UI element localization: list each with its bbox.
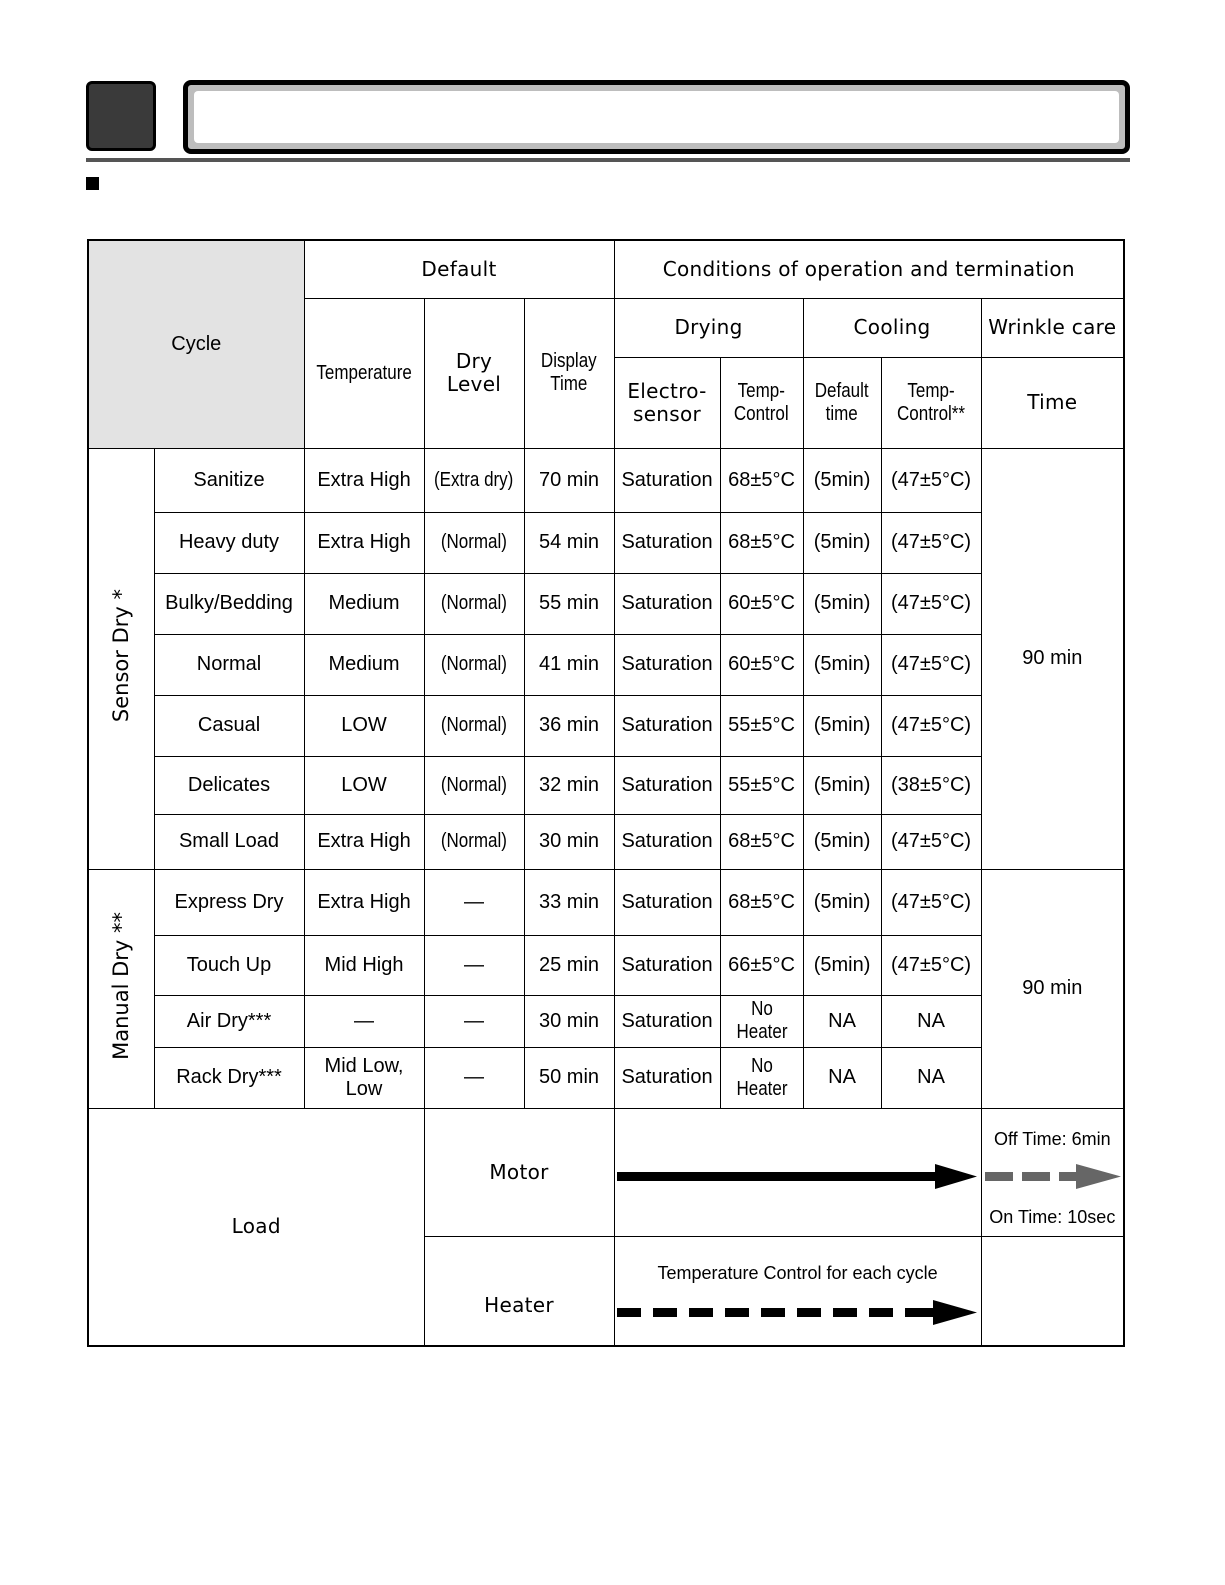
sensor-dry-group: Sensor Dry * — [88, 448, 154, 869]
temp-control-value: 66±5°C — [720, 935, 803, 995]
table-row — [88, 869, 1124, 935]
table-row — [88, 814, 1124, 869]
dry-level-value: (Extra dry) — [424, 448, 524, 512]
dry-level-header: Dry Level — [424, 298, 524, 448]
wrinkle-care-header: Wrinkle care — [981, 298, 1124, 357]
display-time-value: 41 min — [524, 634, 614, 695]
conditions-header: Conditions of operation and termination — [614, 240, 1124, 298]
heater-timeline — [614, 1236, 981, 1346]
wrinkle-time-manual: 90 min — [981, 869, 1124, 1108]
display-time-value: 50 min — [524, 1047, 614, 1108]
cooling-temp-value: (47±5°C) — [881, 869, 981, 935]
table-row — [88, 935, 1124, 995]
table-row — [88, 995, 1124, 1047]
display-time-value: 70 min — [524, 448, 614, 512]
temperature-value: Mid High — [304, 935, 424, 995]
electro-sensor-value: Saturation — [614, 448, 720, 512]
dry-level-value: — — [424, 1047, 524, 1108]
temperature-value: Extra High — [304, 869, 424, 935]
temp-control-value: 68±5°C — [720, 814, 803, 869]
display-time-value: 32 min — [524, 756, 614, 814]
table-row — [88, 512, 1124, 573]
temp-control-value: 68±5°C — [720, 869, 803, 935]
cooling-temp-value: NA — [881, 995, 981, 1047]
electro-sensor-value: Saturation — [614, 1047, 720, 1108]
temp-control-value: No Heater — [720, 1047, 803, 1108]
temperature-value: Extra High — [304, 512, 424, 573]
section-title-bar — [183, 80, 1130, 154]
temp-control-value: 68±5°C — [720, 512, 803, 573]
electro-sensor-value: Saturation — [614, 814, 720, 869]
display-time-value: 25 min — [524, 935, 614, 995]
default-time-header: Default time — [803, 357, 881, 448]
cycle-name: Bulky/Bedding — [154, 573, 304, 634]
wrinkle-time-sensor: 90 min — [981, 448, 1124, 869]
cooling-temp-value: (47±5°C) — [881, 814, 981, 869]
cooling-temp-value: (47±5°C) — [881, 512, 981, 573]
heater-empty-cell — [981, 1236, 1124, 1346]
heater-dashed-arrow-icon — [615, 1237, 981, 1347]
table-row — [88, 695, 1124, 756]
temp-control-header: Temp- Control — [720, 357, 803, 448]
default-time-value: (5min) — [803, 448, 881, 512]
default-time-value: (5min) — [803, 695, 881, 756]
cooling-temp-value: NA — [881, 1047, 981, 1108]
section-title — [194, 91, 1119, 143]
cycle-name: Casual — [154, 695, 304, 756]
heater-label: Heater — [424, 1236, 614, 1346]
dry-level-value: (Normal) — [424, 814, 524, 869]
cycle-name: Rack Dry*** — [154, 1047, 304, 1108]
cycle-name: Touch Up — [154, 935, 304, 995]
temperature-value: Mid Low, Low — [304, 1047, 424, 1108]
cycle-name: Sanitize — [154, 448, 304, 512]
dry-level-value: (Normal) — [424, 695, 524, 756]
off-time-label: Off Time: 6min — [993, 1128, 1111, 1149]
display-time-value: 30 min — [524, 995, 614, 1047]
display-time-value: 33 min — [524, 869, 614, 935]
temperature-control-label: Temperature Control for each cycle — [657, 1262, 938, 1283]
motor-solid-arrow-icon — [615, 1109, 981, 1237]
manual-dry-group: Manual Dry ** — [88, 869, 154, 1108]
cycle-name: Heavy duty — [154, 512, 304, 573]
cycle-name: Air Dry*** — [154, 995, 304, 1047]
temperature-value: Extra High — [304, 814, 424, 869]
cycle-table — [87, 239, 1125, 1347]
motor-off-on-cell — [981, 1108, 1124, 1236]
electro-sensor-value: Saturation — [614, 512, 720, 573]
on-time-label: On Time: 10sec — [989, 1206, 1116, 1227]
cooling-temp-value: (47±5°C) — [881, 935, 981, 995]
dry-level-value: — — [424, 869, 524, 935]
cycle-name: Express Dry — [154, 869, 304, 935]
cooling-temp-value: (47±5°C) — [881, 695, 981, 756]
display-time-value: 30 min — [524, 814, 614, 869]
table-row — [88, 573, 1124, 634]
dry-level-value: (Normal) — [424, 512, 524, 573]
section-number-box — [86, 81, 156, 151]
cooling-temp-value: (47±5°C) — [881, 634, 981, 695]
temperature-value: LOW — [304, 695, 424, 756]
default-time-value: (5min) — [803, 869, 881, 935]
motor-label: Motor — [424, 1108, 614, 1236]
temperature-value: Extra High — [304, 448, 424, 512]
cycle-name: Normal — [154, 634, 304, 695]
default-header: Default — [304, 240, 614, 298]
electro-sensor-value: Saturation — [614, 869, 720, 935]
default-time-value: (5min) — [803, 573, 881, 634]
time-header: Time — [981, 357, 1124, 448]
default-time-value: NA — [803, 1047, 881, 1108]
dry-level-value: — — [424, 995, 524, 1047]
temperature-header: Temperature — [304, 298, 424, 448]
electro-sensor-value: Saturation — [614, 995, 720, 1047]
electro-sensor-value: Saturation — [614, 756, 720, 814]
temp-control-value: 68±5°C — [720, 448, 803, 512]
cycle-name: Delicates — [154, 756, 304, 814]
dry-level-value: — — [424, 935, 524, 995]
temperature-value: LOW — [304, 756, 424, 814]
default-time-value: (5min) — [803, 512, 881, 573]
electro-sensor-value: Saturation — [614, 935, 720, 995]
cooling-header: Cooling — [803, 298, 981, 357]
table-row — [88, 448, 1124, 512]
dry-level-value: (Normal) — [424, 634, 524, 695]
bullet-square-icon — [86, 177, 99, 190]
temp-control-value: 55±5°C — [720, 756, 803, 814]
temp-control-value: No Heater — [720, 995, 803, 1047]
electro-sensor-value: Saturation — [614, 695, 720, 756]
display-time-value: 55 min — [524, 573, 614, 634]
default-time-value: (5min) — [803, 814, 881, 869]
dry-level-value: (Normal) — [424, 573, 524, 634]
temperature-value: Medium — [304, 634, 424, 695]
dry-level-value: (Normal) — [424, 756, 524, 814]
display-time-value: 54 min — [524, 512, 614, 573]
display-time-value: 36 min — [524, 695, 614, 756]
temperature-value: — — [304, 995, 424, 1047]
electro-sensor-header: Electro- sensor — [614, 357, 720, 448]
temp-control-value: 55±5°C — [720, 695, 803, 756]
electro-sensor-value: Saturation — [614, 634, 720, 695]
table-row — [88, 634, 1124, 695]
table-row — [88, 1047, 1124, 1108]
default-time-value: (5min) — [803, 756, 881, 814]
display-time-header: Display Time — [524, 298, 614, 448]
temperature-value: Medium — [304, 573, 424, 634]
default-time-value: (5min) — [803, 634, 881, 695]
cycle-header: Cycle — [88, 240, 304, 448]
temp-control-value: 60±5°C — [720, 573, 803, 634]
motor-timeline — [614, 1108, 981, 1236]
default-time-value: (5min) — [803, 935, 881, 995]
electro-sensor-value: Saturation — [614, 573, 720, 634]
temp-control-value: 60±5°C — [720, 634, 803, 695]
cycle-name: Small Load — [154, 814, 304, 869]
cooling-temp-value: (47±5°C) — [881, 448, 981, 512]
drying-header: Drying — [614, 298, 803, 357]
cooling-temp-value: (47±5°C) — [881, 573, 981, 634]
load-label: Load — [88, 1108, 424, 1346]
temp-control-cooling-header: Temp- Control** — [881, 357, 981, 448]
default-time-value: NA — [803, 995, 881, 1047]
table-row — [88, 756, 1124, 814]
header-rule — [86, 158, 1130, 162]
cooling-temp-value: (38±5°C) — [881, 756, 981, 814]
